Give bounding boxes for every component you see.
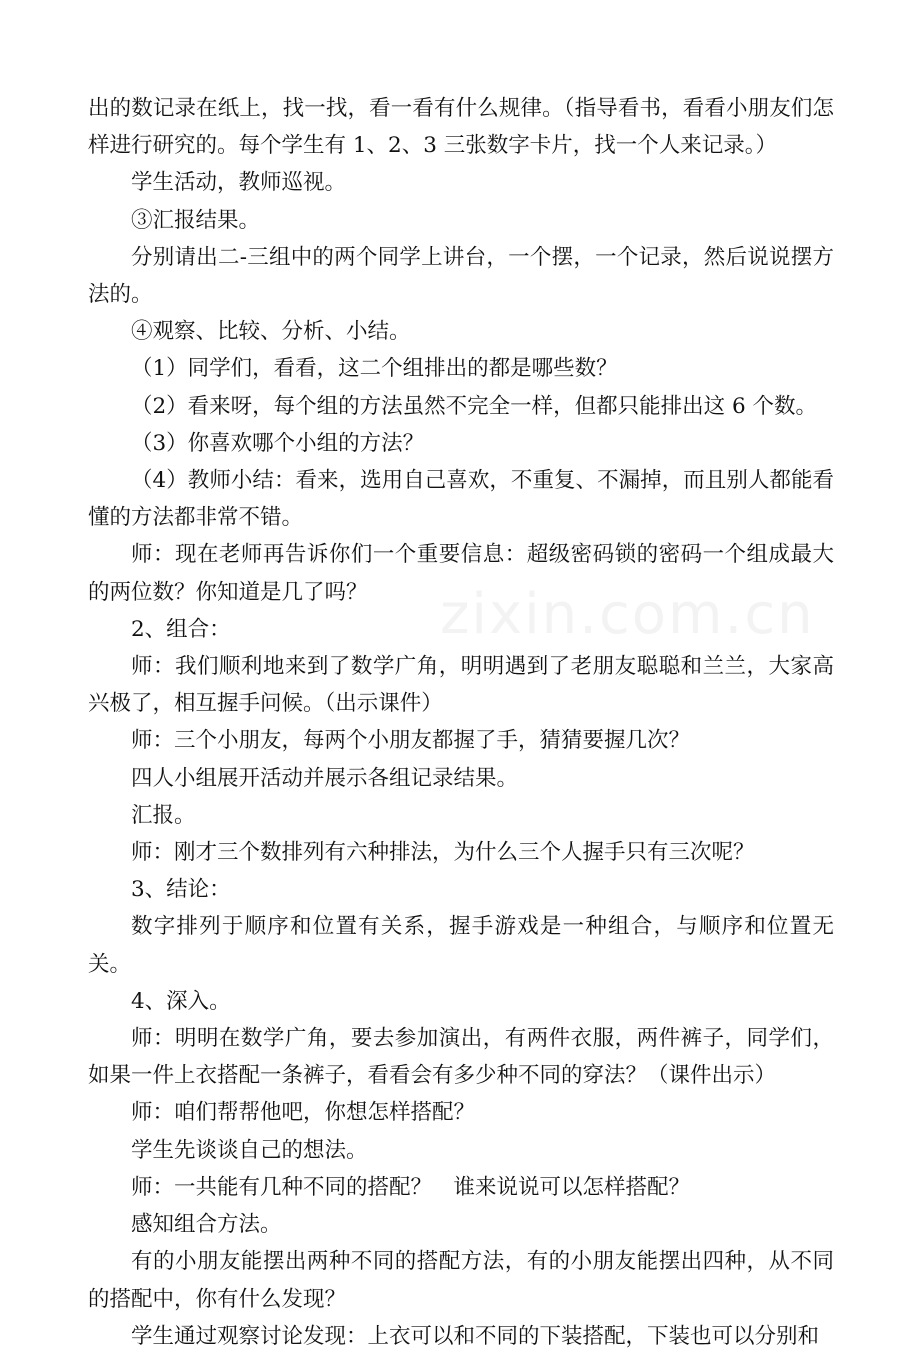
- paragraph-21: 师：咱们帮帮他吧，你想怎样搭配？: [131, 1100, 476, 1126]
- paragraph-12: 师：我们顺利地来到了数学广角，明明遇到了老朋友聪聪和兰兰，大家高兴极了，相互握手问候。（出示课件）: [88, 654, 834, 717]
- paragraph-1: 出的数记录在纸上，找一找，看一看有什么规律。（指导看书，看看小朋友们怎样进行研究的。每个学生有 1、2、3 三张数字卡片，找一个人来记录。）: [88, 96, 834, 159]
- paragraph-3: ③汇报结果。: [131, 207, 261, 233]
- paragraph-26: 学生通过观察讨论发现：上衣可以和不同的下装搭配，下装也可以分别和: [131, 1323, 820, 1349]
- paragraph-4: 分别请出二-三组中的两个同学上讲台，一个摆，一个记录，然后说说摆方法的。: [88, 244, 834, 308]
- paragraph-24: 感知组合方法。: [131, 1212, 282, 1238]
- paragraph-2: 学生活动，教师巡视。: [131, 170, 347, 196]
- paragraph-6: （1）同学们，看看，这二个组排出的都是哪些数？: [131, 356, 618, 382]
- paragraph-7: （2）看来呀，每个组的方法虽然不完全一样，但都只能排出这 6 个数。: [131, 393, 818, 419]
- paragraph-25: 有的小朋友能摆出两种不同的搭配方法，有的小朋友能摆出四种，从不同的搭配中，你有什么发现？: [88, 1249, 834, 1312]
- paragraph-22: 学生先谈谈自己的想法。: [131, 1137, 368, 1163]
- paragraph-13: 师：三个小朋友，每两个小朋友都握了手，猜猜要握几次？: [131, 728, 691, 754]
- paragraph-5: ④观察、比较、分析、小结。: [131, 319, 411, 345]
- watermark: zixin.com.cn: [440, 582, 815, 647]
- paragraph-20: 师：明明在数学广角，要去参加演出，有两件衣服，两件裤子，同学们，如果一件上衣搭配一条裤子，看看会有多少种不同的穿法？（课件出示）: [88, 1026, 834, 1089]
- paragraph-23: 师：一共能有几种不同的搭配？ 谁来说说可以怎样搭配？: [131, 1174, 691, 1200]
- paragraph-11: 2、组合：: [131, 616, 231, 642]
- paragraph-9: （4）教师小结：看来，选用自己喜欢，不重复、不漏掉，而且别人都能看懂的方法都非常不错。: [88, 468, 834, 531]
- paragraph-19: 4、深入。: [131, 988, 231, 1014]
- paragraph-18: 数字排列于顺序和位置有关系，握手游戏是一种组合，与顺序和位置无关。: [88, 914, 834, 977]
- paragraph-15: 汇报。: [131, 802, 196, 828]
- paragraph-8: （3）你喜欢哪个小组的方法？: [131, 430, 425, 456]
- paragraph-17: 3、结论：: [131, 877, 231, 903]
- document-body: [88, 90, 834, 1355]
- paragraph-14: 四人小组展开活动并展示各组记录结果。: [131, 765, 519, 791]
- paragraph-16: 师：刚才三个数排列有六种排法，为什么三个人握手只有三次呢？: [131, 840, 755, 866]
- paragraph-10: 师：现在老师再告诉你们一个重要信息：超级密码锁的密码一个组成最大的两位数？你知道是几了吗？: [88, 542, 834, 605]
